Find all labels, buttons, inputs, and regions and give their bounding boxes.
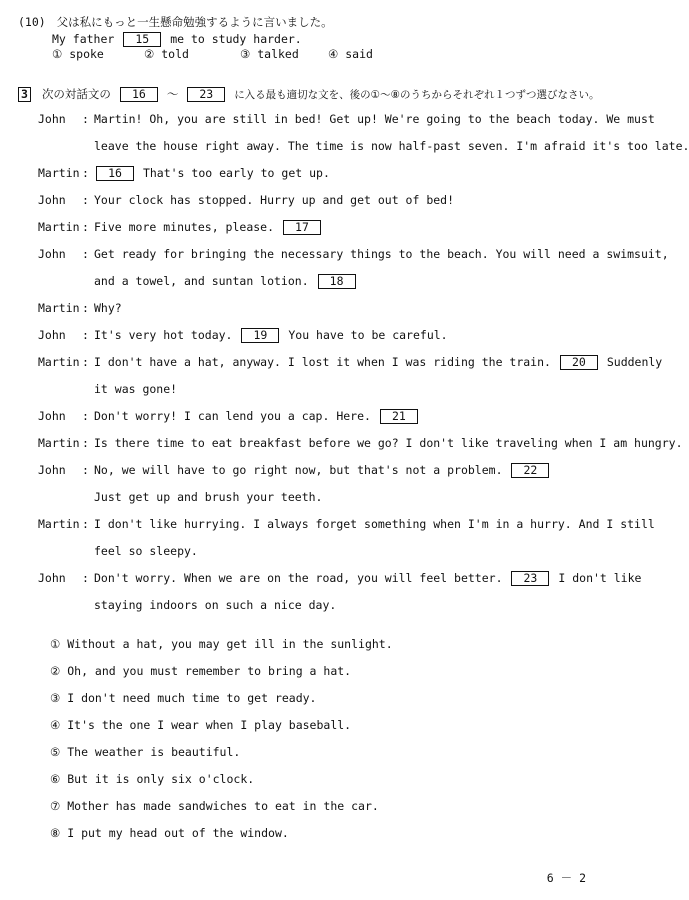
speaker: Martin bbox=[38, 517, 80, 531]
line-text-before: No, we will have to go right now, but that's not a problem. bbox=[94, 463, 503, 477]
line-text-before: Five more minutes, please. bbox=[94, 220, 275, 234]
line-text-before: I don't have a hat, anyway. I lost it when I was riding the train. bbox=[94, 355, 551, 369]
choice-3[interactable]: ③ I don't need much time to get ready. bbox=[50, 691, 317, 705]
colon: : bbox=[82, 301, 89, 315]
colon: : bbox=[82, 247, 89, 261]
speaker: Martin bbox=[38, 220, 80, 234]
blank-23[interactable]: 23 bbox=[511, 571, 549, 586]
line-text-cont: leave the house right away. The time is now half-past seven. I'm afraid it's too late. bbox=[94, 139, 689, 153]
blank-21[interactable]: 21 bbox=[380, 409, 418, 424]
line-text-after: That's too early to get up. bbox=[142, 166, 330, 180]
line-text bbox=[94, 571, 641, 586]
choice-8[interactable]: ⑧ I put my head out of the window. bbox=[50, 826, 289, 840]
line-text-before: Don't worry! I can lend you a cap. Here. bbox=[94, 409, 371, 423]
line-text: Martin! Oh, you are still in bed! Get up! We're going to the beach today. We must bbox=[94, 112, 655, 126]
line-text-cont: it was gone! bbox=[94, 382, 178, 396]
choice-4[interactable]: ④ It's the one I wear when I play baseball. bbox=[50, 718, 352, 732]
choice-5[interactable]: ⑤ The weather is beautiful. bbox=[50, 745, 241, 759]
line-text bbox=[94, 463, 551, 478]
colon: : bbox=[82, 355, 89, 369]
line-text bbox=[94, 328, 448, 343]
line-text-after: I don't like bbox=[558, 571, 642, 585]
section-number: 3 bbox=[18, 87, 31, 102]
line-text-cont bbox=[94, 274, 358, 289]
line-text-cont: Just get up and brush your teeth. bbox=[94, 490, 323, 504]
speaker: John bbox=[38, 409, 66, 423]
blank-20[interactable]: 20 bbox=[560, 355, 598, 370]
instruction-b: に入る最も適切な文を、後の①～⑧のうちからそれぞれ１つずつ選びなさい。 bbox=[234, 89, 600, 101]
speaker: Martin bbox=[38, 436, 80, 450]
choice-1[interactable]: ① Without a hat, you may get ill in the sunlight. bbox=[50, 637, 393, 651]
q10-option[interactable]: ③ talked bbox=[240, 47, 299, 61]
line-text: Get ready for bringing the necessary things to the beach. You will need a swimsuit, bbox=[94, 247, 669, 261]
q10-english bbox=[52, 32, 302, 47]
q10-option[interactable]: ② told bbox=[144, 47, 189, 61]
q10-post: me to study harder. bbox=[170, 32, 302, 46]
section3-instruction bbox=[18, 86, 600, 102]
line-text-after: You have to be careful. bbox=[288, 328, 448, 342]
q10-option[interactable]: ④ said bbox=[328, 47, 373, 61]
line-text: Why? bbox=[94, 301, 122, 315]
line-text bbox=[94, 409, 420, 424]
blank-19[interactable]: 19 bbox=[241, 328, 279, 343]
colon: : bbox=[82, 436, 89, 450]
colon: : bbox=[82, 193, 89, 207]
line-text-before: Don't worry. When we are on the road, you will feel better. bbox=[94, 571, 503, 585]
page-number: 6 － 2 bbox=[546, 871, 586, 885]
q10-pre: My father bbox=[52, 32, 115, 46]
line-text-after: Suddenly bbox=[606, 355, 663, 369]
q10-option[interactable]: ① spoke bbox=[52, 47, 104, 61]
blank-17[interactable]: 17 bbox=[283, 220, 321, 235]
choice-7[interactable]: ⑦ Mother has made sandwiches to eat in the car. bbox=[50, 799, 379, 813]
line-text bbox=[94, 166, 330, 181]
colon: : bbox=[82, 409, 89, 423]
speaker: Martin bbox=[38, 301, 80, 315]
colon: : bbox=[82, 112, 89, 126]
speaker: John bbox=[38, 328, 66, 342]
speaker: John bbox=[38, 193, 66, 207]
q10-japanese: 父は私にもっと一生懸命勉強するように言いました。 bbox=[56, 15, 333, 29]
line-text-cont: feel so sleepy. bbox=[94, 544, 198, 558]
line-text: Is there time to eat breakfast before we go? I don't like traveling when I am hungry. bbox=[94, 436, 683, 450]
blank-16[interactable]: 16 bbox=[96, 166, 134, 181]
line-text-before: It's very hot today. bbox=[94, 328, 233, 342]
speaker: Martin bbox=[38, 355, 80, 369]
blank-15[interactable]: 15 bbox=[123, 32, 161, 47]
colon: : bbox=[82, 220, 89, 234]
line-text bbox=[94, 355, 662, 370]
blank-18[interactable]: 18 bbox=[318, 274, 356, 289]
q10-number: (10) bbox=[18, 15, 46, 29]
q10-question bbox=[18, 14, 333, 30]
speaker: John bbox=[38, 112, 66, 126]
instruction-a: 次の対話文の bbox=[41, 87, 111, 101]
line-text bbox=[94, 220, 323, 235]
line-text: I don't like hurrying. I always forget something when I'm in a hurry. And I still bbox=[94, 517, 655, 531]
line-text-before: and a towel, and suntan lotion. bbox=[94, 274, 309, 288]
colon: : bbox=[82, 571, 89, 585]
tilde: ～ bbox=[166, 87, 179, 101]
blank-22[interactable]: 22 bbox=[511, 463, 549, 478]
choice-6[interactable]: ⑥ But it is only six o'clock. bbox=[50, 772, 255, 786]
colon: : bbox=[82, 463, 89, 477]
colon: : bbox=[82, 166, 89, 180]
line-text-cont: staying indoors on such a nice day. bbox=[94, 598, 337, 612]
speaker: John bbox=[38, 571, 66, 585]
line-text: Your clock has stopped. Hurry up and get out of bed! bbox=[94, 193, 455, 207]
blank-23-ref: 23 bbox=[187, 87, 225, 102]
colon: : bbox=[82, 517, 89, 531]
speaker: Martin bbox=[38, 166, 80, 180]
blank-16-ref: 16 bbox=[120, 87, 158, 102]
speaker: John bbox=[38, 247, 66, 261]
speaker: John bbox=[38, 463, 66, 477]
colon: : bbox=[82, 328, 89, 342]
choice-2[interactable]: ② Oh, and you must remember to bring a hat. bbox=[50, 664, 352, 678]
